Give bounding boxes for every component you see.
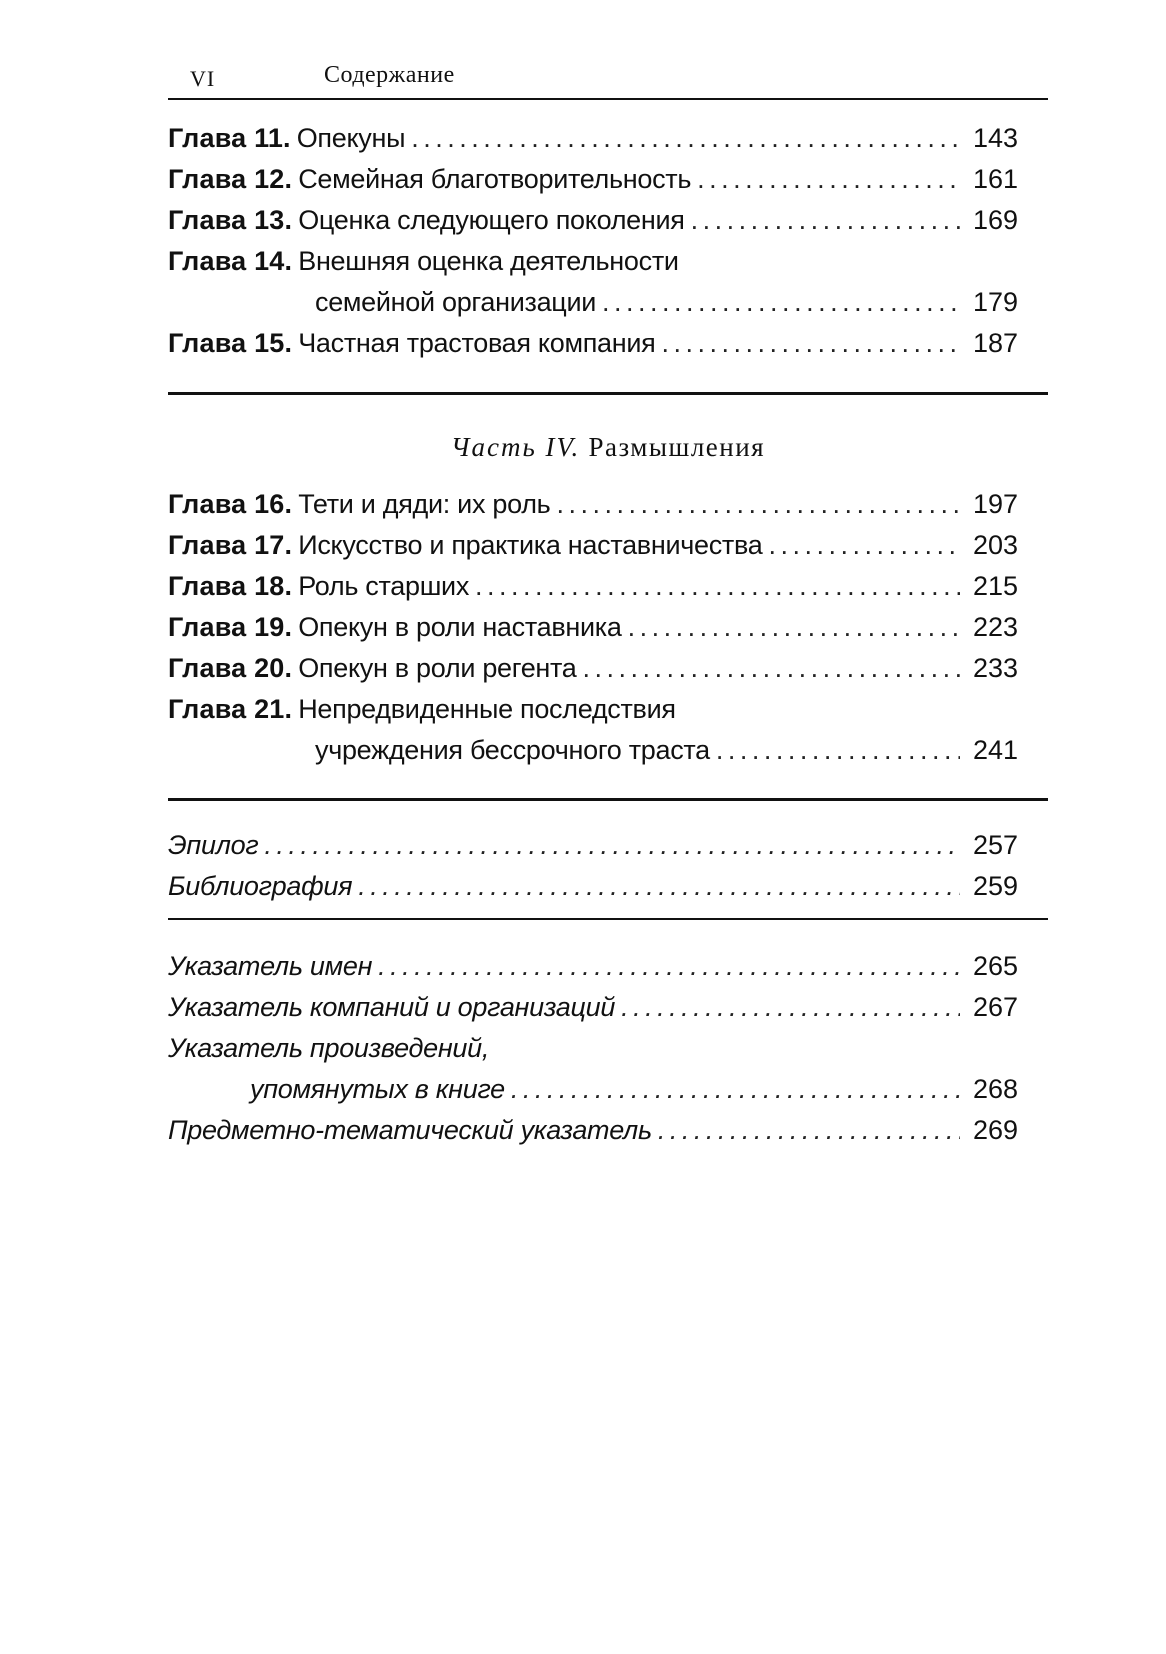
entry-title-continued: упомянутых в книге [250,1074,505,1104]
chapter-title: Опекун в роли наставника [298,612,622,642]
dot-leader [358,866,960,907]
dot-leader [716,730,960,771]
toc-entry-chapter-15[interactable] [168,323,1018,364]
toc-entry-index-works-line1[interactable] [168,1028,1018,1069]
chapter-title: Тети и дяди: их роль [298,489,551,519]
entry-title: Указатель произведений, [168,1033,490,1063]
toc-entry-index-companies[interactable] [168,987,1018,1028]
entry-title: Библиография [168,871,353,901]
page-folio: VI [190,66,216,91]
page-number: 197 [972,489,1018,519]
running-head [168,62,1048,98]
section-rule [168,798,1048,801]
dot-leader [602,282,960,323]
entry-title: Эпилог [168,830,259,860]
part-title: Размышления [588,432,766,462]
dot-leader [511,1069,960,1110]
toc-entry-chapter-17[interactable] [168,525,1018,566]
page-number: 179 [972,287,1018,317]
chapter-label: Глава 19. [168,612,293,642]
chapter-label: Глава 17. [168,530,293,560]
chapter-title: Опекун в роли регента [298,653,577,683]
dot-leader [691,200,960,241]
entry-title: Указатель имен [168,951,373,981]
chapter-title: Частная трастовая компания [298,328,656,358]
chapter-label: Глава 20. [168,653,293,683]
toc-entry-epilogue[interactable] [168,825,1018,866]
chapter-title: Роль старших [298,571,470,601]
dot-leader [264,825,960,866]
chapter-label: Глава 21. [168,694,293,724]
page-number: 233 [972,653,1018,683]
dot-leader [556,484,960,525]
page-number: 268 [972,1074,1018,1104]
toc-entry-chapter-20[interactable] [168,648,1018,689]
page-number: 259 [972,871,1018,901]
part-number: Часть IV. [450,432,581,462]
running-head-title: Содержание [324,62,455,88]
page-number: 265 [972,951,1018,981]
dot-leader [583,648,960,689]
page-number: 187 [972,328,1018,358]
section-rule [168,918,1048,920]
page-number: 203 [972,530,1018,560]
page-number: 241 [972,735,1018,765]
page-number: 143 [972,123,1018,153]
toc-entry-index-names[interactable] [168,946,1018,987]
dot-leader [658,1110,960,1151]
dot-leader [661,323,960,364]
entry-title: Предметно-тематический указатель [168,1115,652,1145]
page-number: 215 [972,571,1018,601]
chapter-label: Глава 18. [168,571,293,601]
toc-entry-chapter-21-line2[interactable] [168,730,1018,771]
toc-group-chapters-11-15 [168,118,1018,364]
chapter-title: Искусство и практика наставничества [298,530,763,560]
toc-entry-chapter-19[interactable] [168,607,1018,648]
toc-group-indexes [168,946,1018,1151]
toc-entry-chapter-18[interactable] [168,566,1018,607]
chapter-title: Непредвиденные последствия [298,694,676,724]
chapter-title: Семейная благотворительность [298,164,692,194]
chapter-label: Глава 11. [168,123,291,153]
page-number: 223 [972,612,1018,642]
toc-entry-index-works-line2[interactable] [168,1069,1018,1110]
chapter-title: Оценка следующего поколения [298,205,685,235]
chapter-title-continued: учреждения бессрочного траста [315,735,710,765]
toc-entry-chapter-14-line2[interactable] [168,282,1018,323]
dot-leader [697,159,960,200]
page-number: 267 [972,992,1018,1022]
dot-leader [621,987,960,1028]
toc-group-back-matter [168,825,1018,907]
page-number: 169 [972,205,1018,235]
toc-group-chapters-16-21 [168,484,1018,771]
chapter-title-continued: семейной организации [315,287,597,317]
toc-entry-chapter-14-line1[interactable] [168,241,1018,282]
page-number: 269 [972,1115,1018,1145]
chapter-title: Опекуны [296,123,406,153]
dot-leader [475,566,960,607]
dot-leader [768,525,960,566]
dot-leader [628,607,960,648]
chapter-title: Внешняя оценка деятельности [298,246,679,276]
page-number: 257 [972,830,1018,860]
page-number: 161 [972,164,1018,194]
chapter-label: Глава 16. [168,489,293,519]
part-heading [168,432,1048,463]
toc-entry-chapter-12[interactable] [168,159,1018,200]
chapter-label: Глава 12. [168,164,293,194]
toc-entry-bibliography[interactable] [168,866,1018,907]
dot-leader [378,946,960,987]
toc-entry-subject-index[interactable] [168,1110,1018,1151]
toc-entry-chapter-21-line1[interactable] [168,689,1018,730]
chapter-label: Глава 14. [168,246,293,276]
toc-entry-chapter-11[interactable] [168,118,1018,159]
entry-title: Указатель компаний и организаций [168,992,616,1022]
header-rule [168,98,1048,100]
dot-leader [411,118,960,159]
chapter-label: Глава 13. [168,205,293,235]
chapter-label: Глава 15. [168,328,293,358]
section-rule [168,392,1048,395]
toc-entry-chapter-16[interactable] [168,484,1018,525]
toc-entry-chapter-13[interactable] [168,200,1018,241]
